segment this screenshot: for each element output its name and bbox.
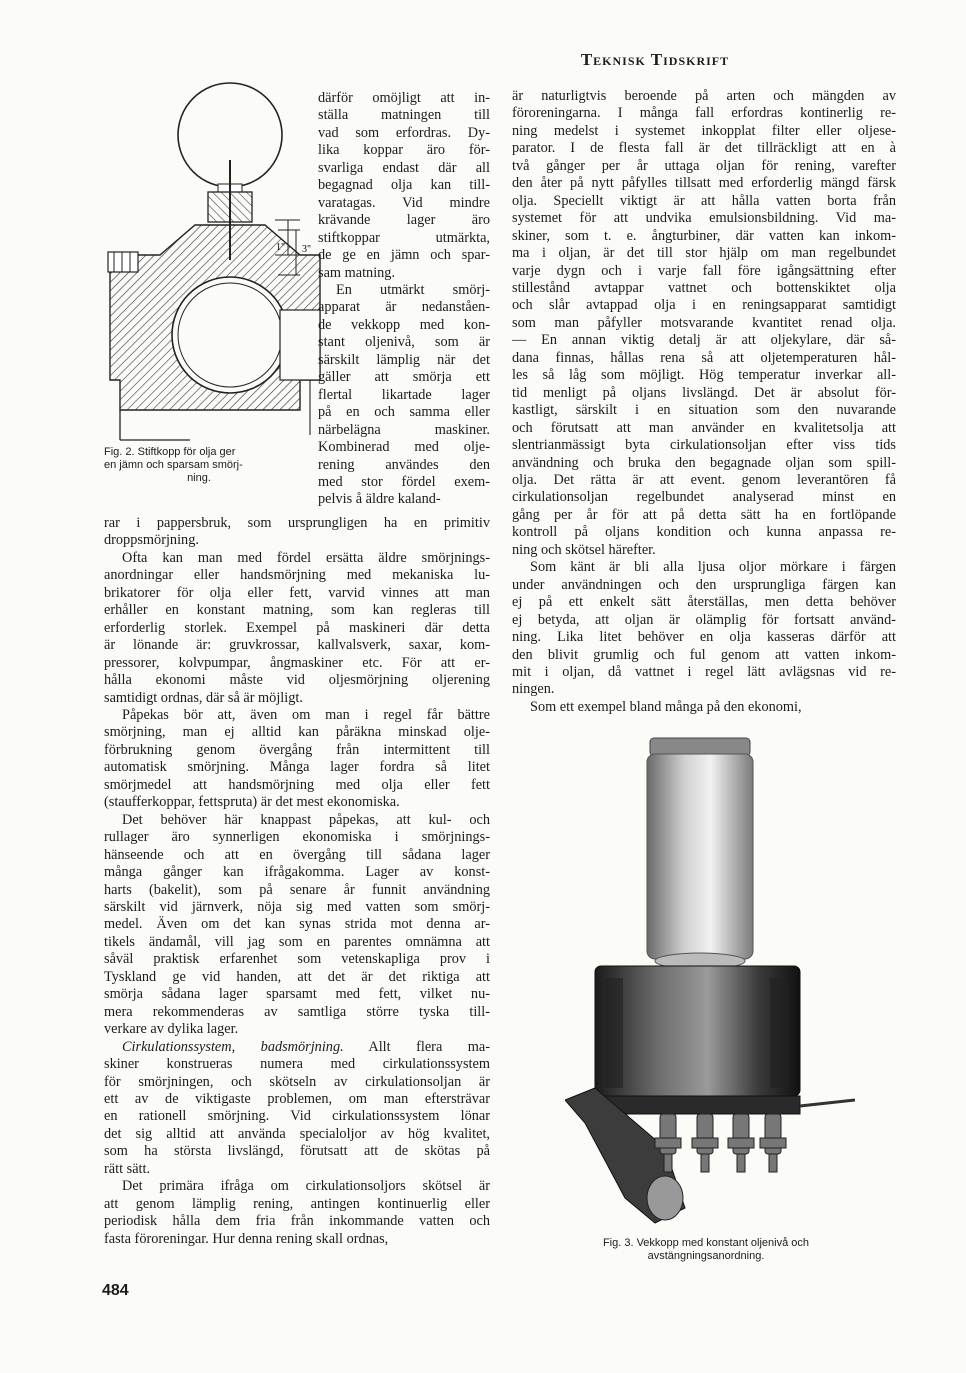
page-number: 484: [102, 1282, 129, 1299]
text-line: Påpekas bör att, även om man i regel får bättre: [122, 706, 490, 723]
text-line: rätt sätt.: [104, 1160, 151, 1177]
text-line: med stor fördel exem-: [318, 473, 490, 490]
text-line: Det behöver här knappast påpekas, att kul- och: [122, 811, 490, 828]
text-line: varatagas. Vid mindre: [318, 194, 490, 211]
text-line: är naturligtvis beroende på arten och mängden av: [512, 88, 896, 104]
text-line: närbelägna maskiner.: [318, 421, 490, 438]
text-line: mera rekommenderas av samtliga större tyska till-: [104, 1003, 490, 1020]
figure-2-drawing: [100, 80, 330, 450]
text-line: periodisk hålla dem fria från inkommande vatten och: [104, 1213, 490, 1230]
text-line: den blivit grumlig och ful genom att vatten inkom-: [512, 646, 896, 663]
text-line: droppsmörjning.: [104, 532, 199, 549]
text-line: på en och samma eller: [318, 404, 490, 421]
text-line: rullager äro synnerligen ekonomiska i smörjnings-: [104, 829, 490, 846]
text-line: som ha största livslängd, förutsatt att de skötas på: [104, 1143, 490, 1160]
left-column-body-text: [104, 515, 490, 1248]
text-line: Som ett exempel bland många på den ekonomi,: [530, 698, 802, 715]
figure-3-caption: [556, 1237, 856, 1263]
text-line: vad som erfordras. Dy-: [318, 124, 490, 141]
text-line: rar i pappersbruk, som ursprungligen ha en primitiv: [104, 515, 490, 531]
text-line: stant oljenivå, som är: [318, 334, 490, 351]
text-line: ej betyda, att oljan är olämplig för fortsatt använd-: [512, 611, 896, 628]
dimension-label-b: 3": [302, 244, 312, 255]
text-line: varje dygn och i varje fall före igångsättning efter: [512, 262, 896, 279]
text-line: en rationell smörjning. Vid cirkulationssystem lönar: [104, 1108, 490, 1125]
text-line: automatisk smörjning. Många lager fordra så litet: [104, 759, 490, 776]
text-line: pressorer, kolvpumpar, ångmaskiner etc. För att er-: [104, 654, 490, 671]
journal-header: Teknisk Tidskrift: [580, 50, 730, 69]
text-line: ställa matningen till: [318, 107, 490, 124]
text-line: smörja sådana lager sparsamt med fett, vilket nu-: [104, 986, 490, 1003]
text-line: Det primära ifråga om cirkulationsoljors skötsel är: [122, 1178, 490, 1195]
text-line: ningen.: [512, 681, 555, 698]
text-line: krävande lager äro: [318, 212, 490, 229]
text-line: Tyskland ge vid handen, att det är det riktiga att: [104, 968, 490, 985]
text-line: hålla ekonomi måste vid oljesmörjning oljerening: [104, 672, 490, 689]
text-line: de vekkopp med kon-: [318, 316, 490, 333]
text-line: rening användes den: [318, 456, 490, 473]
text-line: lika koppar äro för-: [318, 142, 490, 159]
text-line: — En annan viktig detalj är att oljekylare, där så-: [512, 332, 896, 349]
text-line: särskilt vid järnverk, nöja sig med vatten som smörj-: [104, 898, 490, 915]
fig2-caption-line: en jämn och sparsam smörj-: [104, 459, 243, 471]
text-line: som man påfyller motsvarande kvantitet renad olja.: [512, 314, 896, 331]
text-line: olja. Det rätta är att event. genom leverantören få: [512, 471, 896, 488]
text-line: parator. I de flesta fall är det tillräckligt att en à: [512, 140, 896, 157]
text-line: den åter på nytt påfylles tillsatt med erforderlig mängd färsk: [512, 175, 896, 192]
text-line: smörjmedel att handsmörjning med olja eller fett: [104, 776, 490, 793]
text-line: mit i oljan, då vattnet i regel lätt avlägsnas vid re-: [512, 663, 896, 680]
text-line: de ge en jämn och spar-: [318, 247, 490, 264]
text-line: såväl praktisk erfarenhet som vetenskapliga prov i: [104, 951, 490, 968]
text-line: samtidigt ordnas, där så är möjligt.: [104, 689, 303, 706]
text-line: under användningen och den ursprungliga färgen kan: [512, 576, 896, 593]
text-line: apparat är nedanståen-: [318, 299, 490, 316]
text-line: erhåller en konstant matning, som kan regleras till: [104, 602, 490, 619]
text-line: erforderlig storlek. Exempel på maskineri där detta: [104, 619, 490, 636]
text-line: begagnad olja kan till-: [318, 177, 490, 194]
text-line: och förutsatt att man använder en kvalitetsolja att: [512, 419, 896, 436]
text-line: stiftkoppar utmärkta,: [318, 229, 490, 246]
text-line: kontroll på oljans kondition och kunna anpassa re-: [512, 524, 896, 541]
text-line: Ofta kan man med fördel ersätta äldre smörjnings-: [122, 549, 490, 566]
right-column-text: [512, 88, 896, 716]
text-line: många gånger kan ifrågakomma. Lager av konst-: [104, 864, 490, 881]
text-line: medel. Även om det kan synas strida mot denna ar-: [104, 916, 490, 933]
text-line: Som känt är bli alla ljusa oljor mörkare i färgen: [530, 559, 896, 576]
text-line: ning och skötsel härefter.: [512, 541, 656, 558]
text-line: ett av de viktigaste problemen, om man eftersträvar: [104, 1090, 490, 1107]
text-line: tid menligt på oljans livslängd. Det är absolut för-: [512, 384, 896, 401]
text-line: användning och bruka den begagnade oljan som spill-: [512, 454, 896, 471]
text-line: det sig alltid att använda specialoljor av hög kvalitet,: [104, 1125, 490, 1142]
text-line: Kombinerad med olje-: [318, 439, 490, 456]
dimension-label-a: 1": [276, 242, 286, 253]
text-line: dana finnas, hållas rena så att oljetemperaturen hål-: [512, 349, 896, 366]
text-line: les så låg som möjligt. Hög temperatur inverkar all-: [512, 367, 896, 384]
text-line: cirkulationsoljan regelbundet analyserad minst en: [512, 489, 896, 506]
text-line: brikatorer för olja eller fett, varvid vinnes att man: [104, 584, 490, 601]
text-line: fasta föroreningar. Hur denna rening skall ordnas,: [104, 1230, 389, 1247]
text-line: två gånger per år uttaga oljan för rening, varefter: [512, 157, 896, 174]
text-line: ej på ett enkelt sätt återställas, men detta behöver: [512, 594, 896, 611]
text-line: pelvis å äldre kaland-: [318, 491, 441, 508]
text-line: sam matning.: [318, 264, 396, 281]
text-line: harts (bakelit), som på senare år funnit användning: [104, 881, 490, 898]
fig3-caption-line: Fig. 3. Vekkopp med konstant oljenivå och: [602, 1237, 810, 1249]
text-line: hänseende och att en övergång till sådana lager: [104, 846, 490, 863]
text-line: anordningar eller handsmörjning med mekaniska lu-: [104, 567, 490, 584]
text-line: skiner, som t. e. ångturbiner, där vatten kan inkom-: [512, 227, 896, 244]
text-line: Cirkulationssystem, badsmörjning. Allt flera ma-: [122, 1038, 491, 1055]
text-line: ning medelst i systemet inkopplat filter eller oljese-: [512, 122, 896, 139]
text-line: särskilt lämplig när det: [318, 351, 490, 368]
fig2-caption-line: ning.: [187, 472, 211, 484]
text-line: föroreningarna. I många fall erfordras kontinerlig re-: [512, 105, 896, 122]
text-line: för smörjningen, och skötseln av cirkulationsoljan är: [104, 1073, 490, 1090]
text-line: systemet för att undvika emulsionsbildning. Vid ma-: [512, 210, 896, 227]
figure-3-photo: [565, 728, 855, 1228]
figure-2-caption: [104, 446, 294, 485]
text-line: ma i oljan, är det till stor hjälp om man regelbundet: [512, 245, 896, 262]
text-line: gång per år för att på detta sätt ha en fortlöpande: [512, 506, 896, 523]
text-line: slentrianmässigt byta cirkulationsoljan efter viss tids: [512, 437, 896, 454]
text-line: svarliga endast där all: [318, 159, 490, 176]
text-line: (staufferkoppar, fettspruta) är det mest ekonomiska.: [104, 794, 400, 811]
text-line: skiner konstrueras numera med cirkulationssystem: [104, 1056, 490, 1073]
text-line: och slår avtappad olja i en reningsapparat samtidigt: [512, 297, 896, 314]
text-line: olja. Speciellt viktigt är att hålla vatten borta från: [512, 192, 896, 209]
text-line: därför omöjligt att in-: [318, 90, 490, 106]
text-line: att genom lämplig rening, antingen kontinuerlig eller: [104, 1195, 490, 1212]
text-line: verkare av dylika lager.: [104, 1021, 239, 1038]
text-line: gäller att smörja ett: [318, 369, 490, 386]
text-line: är lönande är: gruvkrossar, kallvalsverk, saxar, kom-: [104, 637, 490, 654]
left-column-top-text: [318, 90, 490, 509]
fig3-caption-line: avstängningsanordning.: [647, 1250, 765, 1262]
text-line: flertal likartade lager: [318, 386, 490, 403]
text-line: tikels ändamål, vill jag som en parentes omnämna att: [104, 933, 490, 950]
text-line: stillestånd avtappar vattnet och bottenskiktet olja: [512, 279, 896, 296]
text-line: ning. Lika litet behöver en olja kasseras därför att: [512, 629, 896, 646]
fig2-caption-line: Fig. 2. Stiftkopp för olja ger: [104, 446, 236, 458]
text-line: kastligt, särskilt i en situation som den nuvarande: [512, 402, 896, 419]
text-line: smörjning, man ej alltid kan påräkna minskad olje-: [104, 724, 490, 741]
text-line: En utmärkt smörj-: [336, 281, 490, 298]
text-line: förbrukning genom övergång från intermittent till: [104, 741, 490, 758]
